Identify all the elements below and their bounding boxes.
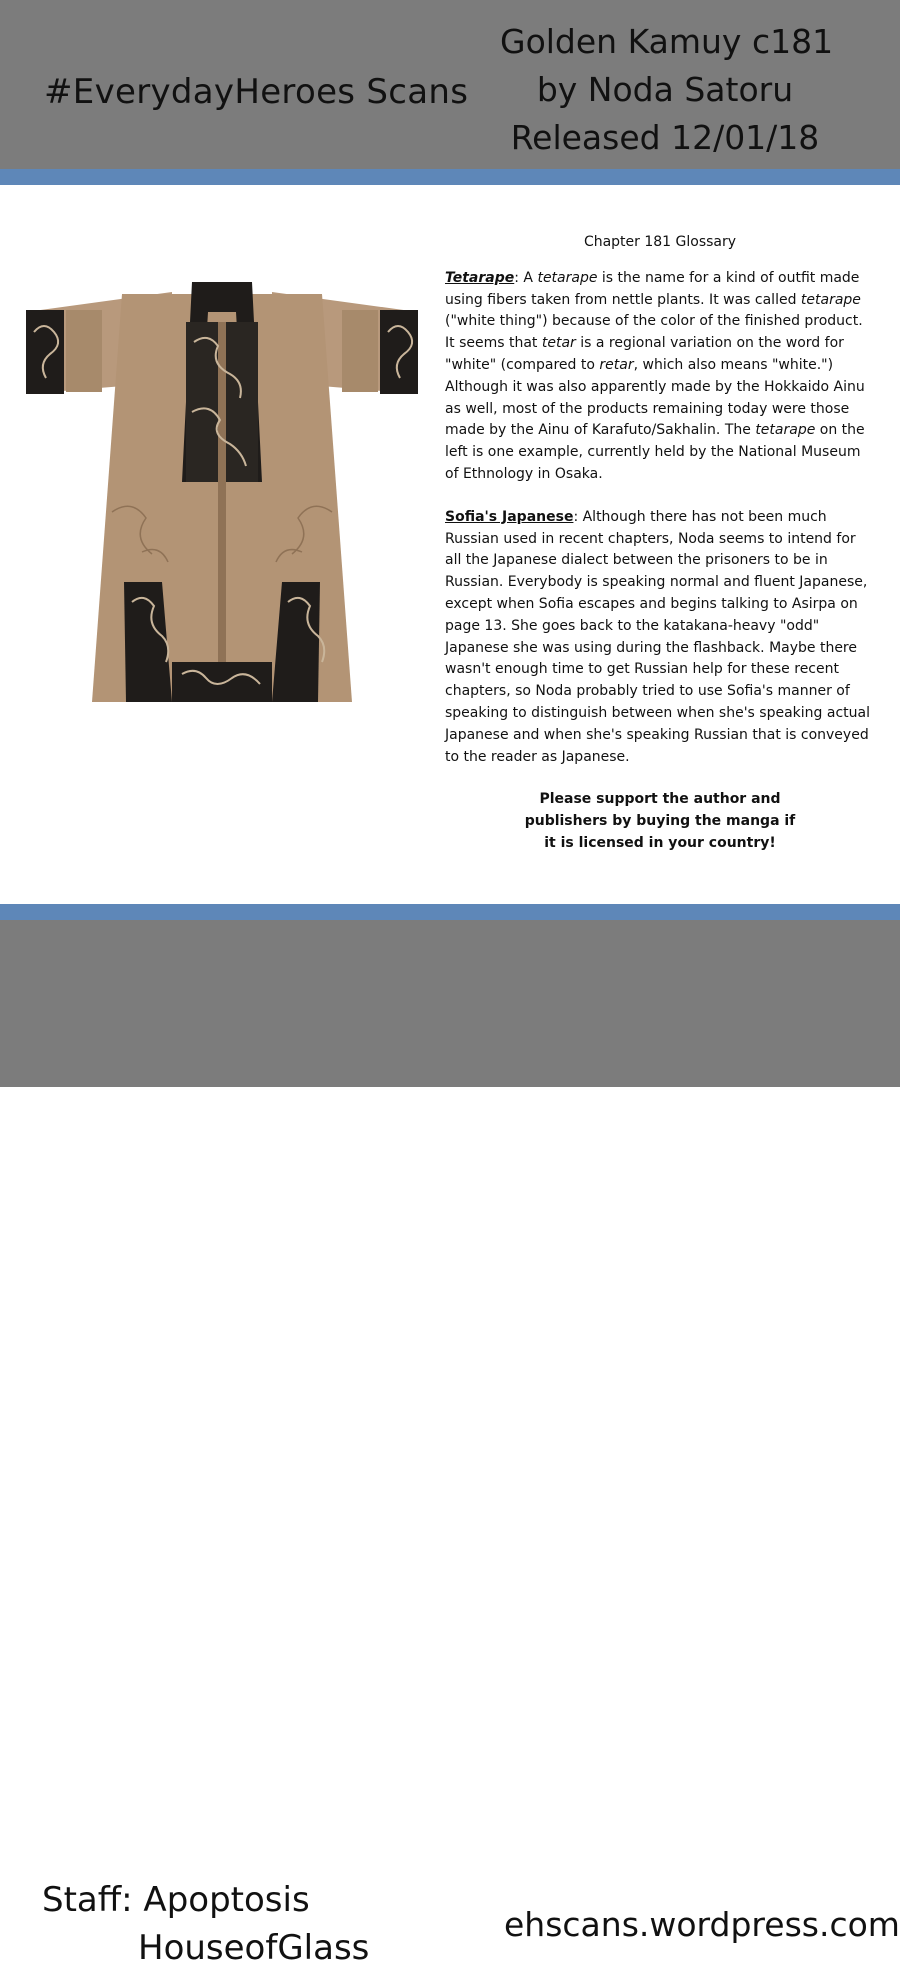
release-date: Released 12/01/18 (510, 118, 820, 157)
scanlation-group-name: #EverydayHeroes Scans (44, 72, 469, 112)
top-divider-band (0, 169, 900, 185)
entry-text: on the left is one example, currently held by the National Museum of Ethnology in Osaka. (445, 422, 865, 482)
staff-line-2: HouseofGlass (138, 1928, 370, 1968)
right-cuff (380, 310, 418, 394)
footer-bar (0, 920, 900, 1968)
support-line: it is licensed in your country! (544, 834, 776, 851)
entry-text: is a regional variation on the word for "white" (compared to (445, 335, 844, 373)
entry-text: : A (514, 269, 538, 286)
website-url: ehscans.wordpress.com (504, 1905, 900, 1944)
entry-text: : Although there has not been much Russian used in recent chapters, Noda seems to intend for all the Japanese dialect between the prisoners to be in Russian. Everybody is speaking normal and fluent Japanese, except when Sofia escapes and begins talking to Asirpa on page 13. She goes back to the katakana-heavy "odd" Japanese she was using during the flashback. Maybe there wasn't enough time to get Russian help for these recent chapters, so Noda probably tried to use Sofia's manner of speaking to distinguish between when she's speaking actual Japanese and when she's speaking Russian that is conveyed to the reader as Japanese. (445, 508, 870, 765)
center-opening (218, 322, 226, 702)
tetarape-robe-image (22, 282, 422, 722)
entry-italic: tetarape (755, 422, 816, 439)
entry-text: ("white thing") because of the color of the finished product. It seems that (445, 313, 863, 352)
term-sofias-japanese: Sofia's Japanese (445, 508, 574, 525)
glossary-title: Chapter 181 Glossary (583, 234, 737, 250)
support-line: Please support the author and (539, 791, 781, 808)
glossary-entry-tetarape (445, 268, 875, 486)
staff-line-1: Staff: Apoptosis (42, 1880, 310, 1920)
entry-italic: tetarape (800, 291, 861, 308)
header-bar (0, 0, 900, 169)
term-tetarape: Tetarape (445, 269, 515, 286)
entry-italic: tetarape (537, 269, 598, 286)
entry-italic: tetar (541, 335, 576, 352)
support-line: publishers by buying the manga if (524, 813, 796, 830)
staff-credits (42, 1876, 369, 1972)
glossary-entry-sofias-japanese (445, 507, 875, 769)
bottom-divider-band (0, 904, 900, 920)
entry-text: is the name for a kind of outfit made using fibers taken from nettle plants. It was called (445, 269, 860, 308)
right-sleeve-panel (342, 310, 378, 392)
entry-text: , which also means "white.") Although it was also apparently made by the Hokkaido Ainu as well, most of the products remaining today were those made by the Ainu of Karafuto/Sakhalin. The (445, 356, 865, 439)
left-sleeve-panel (66, 310, 102, 392)
support-notice (445, 789, 875, 854)
entry-italic: retar (599, 356, 634, 373)
left-cuff (26, 310, 64, 394)
release-author: by Noda Satoru (536, 70, 794, 109)
release-info (500, 18, 834, 162)
release-title: Golden Kamuy c181 (500, 22, 834, 61)
glossary-panel (445, 232, 875, 855)
